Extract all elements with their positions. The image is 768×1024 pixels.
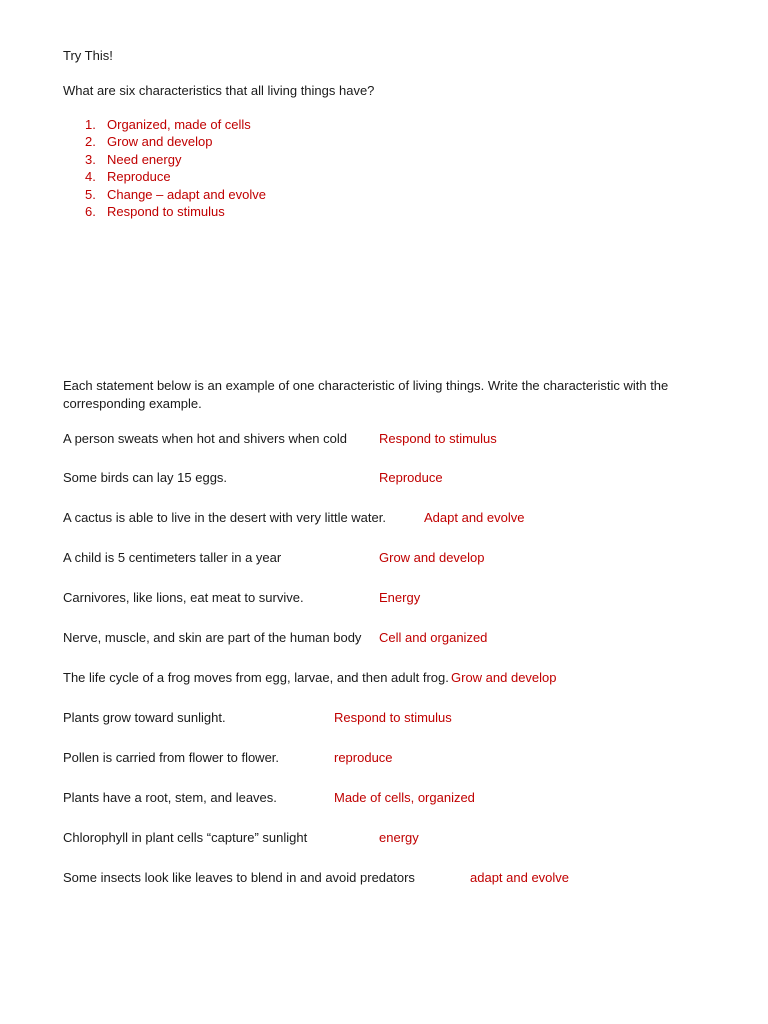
list-item xyxy=(85,116,266,133)
instructions-paragraph: Each statement below is an example of one characteristic of living things. Write the characteristic with the corresponding example. xyxy=(63,378,669,411)
example-statement: A person sweats when hot and shivers when cold xyxy=(63,431,348,446)
example-answer: Made of cells, organized xyxy=(334,790,475,805)
list-item xyxy=(85,168,266,185)
example-statement: The life cycle of a frog moves from egg, larvae, and then adult frog. xyxy=(63,670,449,685)
list-item xyxy=(85,186,266,203)
list-number: 3. xyxy=(85,151,96,167)
list-text: Change – adapt and evolve xyxy=(107,186,267,202)
list-text: Organized, made of cells xyxy=(107,117,251,132)
example-answer: Energy xyxy=(379,590,421,605)
example-statement: A child is 5 centimeters taller in a year xyxy=(63,550,282,565)
worksheet-heading: Try This! xyxy=(63,48,113,63)
list-number: 1. xyxy=(85,117,96,132)
example-statement: A cactus is able to live in the desert with very little water. xyxy=(63,510,386,525)
example-statement: Nerve, muscle, and skin are part of the human body xyxy=(63,630,362,645)
example-answer: Reproduce xyxy=(379,470,443,485)
list-number: 5. xyxy=(85,186,96,202)
example-answer: energy xyxy=(379,830,419,845)
example-answer: adapt and evolve xyxy=(470,870,570,885)
example-statement: Chlorophyll in plant cells “capture” sunlight xyxy=(63,830,308,845)
list-number: 4. xyxy=(85,169,96,185)
list-text: Respond to stimulus xyxy=(107,203,225,219)
example-statement: Some insects look like leaves to blend in and avoid predators xyxy=(63,870,415,885)
example-answer: Grow and develop xyxy=(379,550,485,565)
characteristics-list xyxy=(85,116,266,220)
list-text: Grow and develop xyxy=(107,134,213,150)
list-text: Need energy xyxy=(107,151,182,167)
list-item xyxy=(85,151,266,168)
example-answer: reproduce xyxy=(334,750,393,765)
list-item xyxy=(85,133,266,150)
list-item xyxy=(85,203,266,220)
example-statement: Some birds can lay 15 eggs. xyxy=(63,470,228,485)
example-answer: Grow and develop xyxy=(451,670,557,685)
example-statement: Plants have a root, stem, and leaves. xyxy=(63,790,277,805)
worksheet-question: What are six characteristics that all living things have? xyxy=(63,83,375,98)
example-answer: Cell and organized xyxy=(379,630,488,645)
example-answer: Respond to stimulus xyxy=(334,710,452,725)
example-statement: Carnivores, like lions, eat meat to survive. xyxy=(63,590,304,605)
list-number: 2. xyxy=(85,134,96,150)
example-answer: Respond to stimulus xyxy=(379,431,497,446)
list-text: Reproduce xyxy=(107,169,171,185)
example-answer: Adapt and evolve xyxy=(424,510,525,525)
example-statement: Pollen is carried from flower to flower. xyxy=(63,750,280,765)
list-number: 6. xyxy=(85,203,96,219)
example-statement: Plants grow toward sunlight. xyxy=(63,710,226,725)
